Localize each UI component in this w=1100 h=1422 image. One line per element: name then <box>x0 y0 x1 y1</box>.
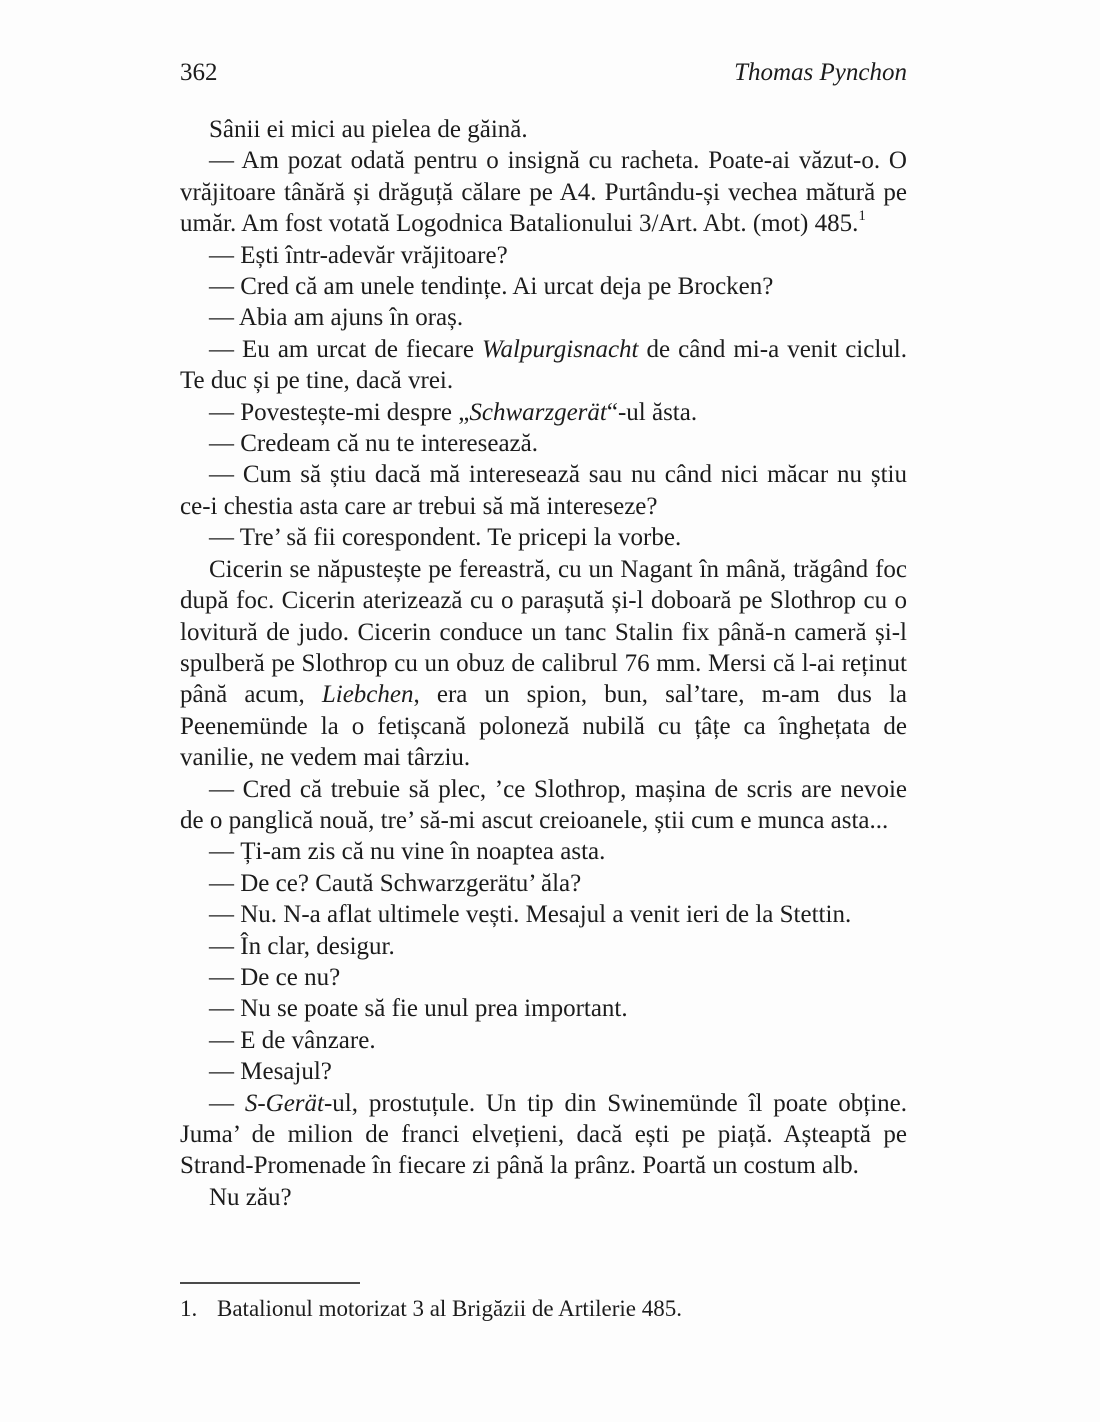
page-header <box>180 58 907 88</box>
running-head-author: Thomas Pynchon <box>734 59 907 86</box>
paragraph <box>180 1088 907 1182</box>
paragraph <box>180 271 907 302</box>
paragraph <box>180 334 907 397</box>
text-run: -ul, prostuțule. Un tip din Swinemünde îl poate obține. Juma’ de milion de franci elvețieni, dacă ești pe piață. Așteaptă pe Strand-Promenade în fiecare zi până la prânz. Poartă un costum alb. <box>180 1089 907 1180</box>
paragraph <box>180 868 907 899</box>
footnote-section <box>180 1282 907 1323</box>
text-run: Sânii ei mici au pielea de găină. <box>209 116 528 143</box>
text-run: de când mi-a venit ciclul. Te duc și pe tine, dacă vrei. <box>180 335 907 395</box>
text-run: — E de vânzare. <box>209 1026 376 1054</box>
body-paragraphs <box>180 114 907 1213</box>
text-run: , era un spion, bun, sal’tare, m-am dus la Peenemünde la o fetișcană poloneză nubilă cu țâțe ca înghețata de vanilie, ne vedem mai târziu. <box>180 681 907 772</box>
text-run: — Eu am urcat de fiecare <box>209 335 482 363</box>
text-run: — Tre’ să fii corespondent. Te pricepi la vorbe. <box>209 524 682 552</box>
text-run: — Mesajul? <box>209 1058 332 1086</box>
text-run: — Ești într-adevăr vrăjitoare? <box>209 241 508 269</box>
paragraph <box>180 1056 907 1087</box>
paragraph <box>180 836 907 867</box>
paragraph <box>180 993 907 1024</box>
text-run: — Nu se poate să fie unul prea important. <box>209 995 628 1023</box>
italic-run: Walpurgisnacht <box>482 335 639 363</box>
text-run: — Nu. N-a aflat ultimele vești. Mesajul a venit ieri de la Stettin. <box>209 901 852 929</box>
text-run: — Ți-am zis că nu vine în noaptea asta. <box>209 838 606 866</box>
footnote-text: Batalionul motorizat 3 al Brigăzii de Artilerie 485. <box>217 1296 682 1321</box>
text-run: — Am pozat odată pentru o insignă cu racheta. Poate-ai văzut-o. O vrăjitoare tânără și drăguță călare pe A4. Purtându-și vechea mătură pe umăr. Am fost votată Logodnica Batalionului 3/Art. Abt. (mot) 485. <box>180 147 907 238</box>
italic-run: Liebchen <box>321 681 414 709</box>
paragraph <box>180 240 907 271</box>
footnote <box>180 1295 907 1323</box>
text-run: — În clar, desigur. <box>209 932 395 960</box>
text-run: — Abia am ajuns în oraș. <box>209 304 464 332</box>
italic-run: S-Gerät <box>244 1089 324 1117</box>
text-run: — De ce nu? <box>209 963 341 991</box>
paragraph <box>180 1025 907 1056</box>
footnote-ref: 1 <box>858 208 866 225</box>
paragraph <box>180 962 907 993</box>
text-run: — Povestește-mi despre „ <box>209 398 470 426</box>
italic-run: Schwarzgerät <box>469 398 607 426</box>
paragraph <box>180 459 907 522</box>
text-run: “-ul ăsta. <box>606 398 698 426</box>
paragraph <box>180 428 907 459</box>
paragraph <box>180 554 907 774</box>
page-number: 362 <box>180 59 218 86</box>
paragraph <box>180 397 907 428</box>
paragraph <box>180 114 907 145</box>
footnote-number: 1. <box>180 1296 198 1321</box>
paragraph <box>180 522 907 553</box>
text-run: Cicerin se năpustește pe fereastră, cu un Nagant în mână, trăgând foc după foc. Cicerin aterizează cu o parașută și-l doboară pe Slothrop cu o lovitură de judo. Cicerin conduce un tanc Stalin fix până-n cameră și-l spulberă pe Slothrop cu un obuz de calibrul 76 mm. Mersi că l-ai reținut până acum, <box>180 555 907 709</box>
text-run: — Credeam că nu te interesează. <box>209 430 538 458</box>
paragraph <box>180 931 907 962</box>
paragraph <box>180 1182 907 1213</box>
text-run: — De ce? Caută Schwarzgerätu’ ăla? <box>209 869 582 897</box>
text-run: — Cum să știu dacă mă interesează sau nu când nici măcar nu știu ce-i chestia asta care ar trebui să mă intereseze? <box>180 461 907 520</box>
text-run: — <box>209 1089 245 1117</box>
footnote-separator <box>180 1282 360 1284</box>
text-run: Nu zău? <box>209 1183 292 1211</box>
paragraph <box>180 302 907 333</box>
paragraph <box>180 899 907 930</box>
text-run: — Cred că am unele tendințe. Ai urcat deja pe Brocken? <box>209 273 774 301</box>
paragraph <box>180 145 907 239</box>
text-run: — Cred că trebuie să plec, ’ce Slothrop, mașina de scris are nevoie de o panglică nouă, tre’ să-mi ascut creioanele, știi cum e munca asta... <box>180 775 907 834</box>
paragraph <box>180 774 907 837</box>
